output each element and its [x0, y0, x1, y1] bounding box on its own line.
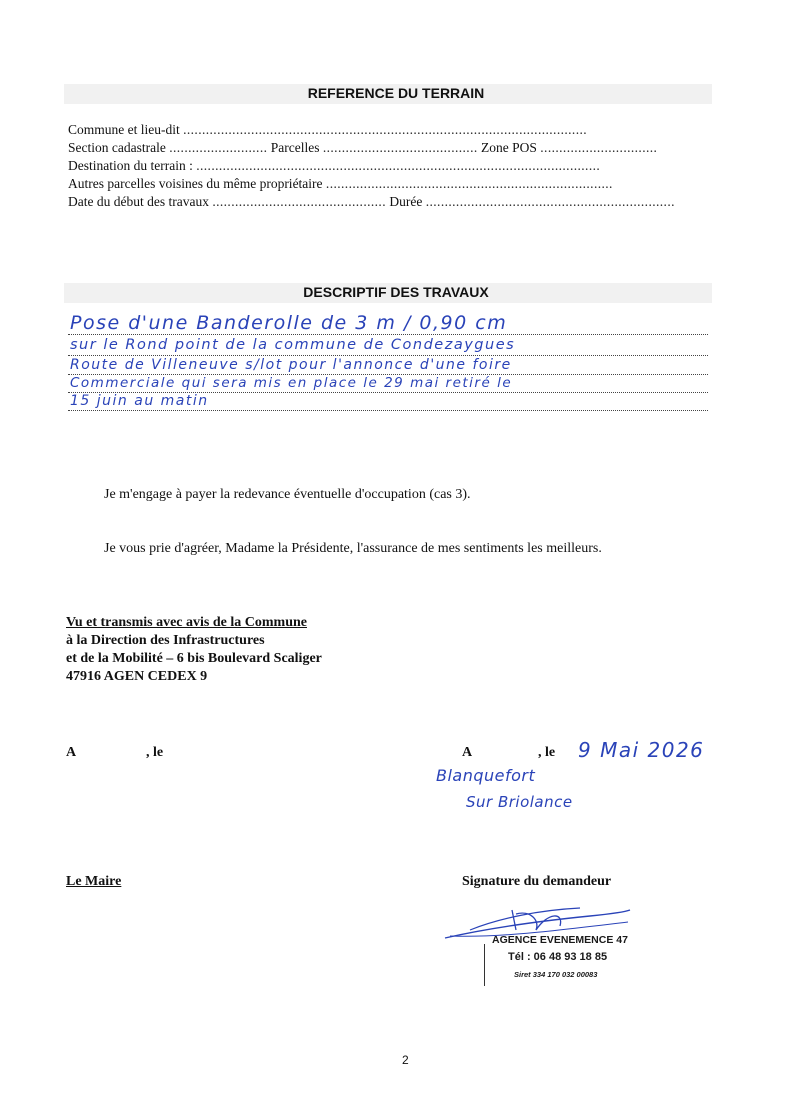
dotted-line	[68, 334, 708, 335]
field-label: Section cadastrale	[68, 140, 166, 155]
field-label: Destination du terrain :	[68, 158, 193, 173]
field-label: Durée	[389, 194, 423, 209]
fill-dots: ............................................................................	[325, 176, 613, 191]
field-autres-parcelles	[68, 175, 710, 193]
handwritten-place: Blanquefort	[436, 766, 536, 785]
fill-dots: ..................................................................	[425, 194, 675, 209]
fill-dots: .........................................	[322, 140, 478, 155]
fill-dots: ..............................................	[212, 194, 386, 209]
dotted-line	[68, 355, 708, 356]
transmission-heading: Vu et transmis avec avis de la Commune	[66, 615, 307, 630]
field-label: Autres parcelles voisines du même propriétaire	[68, 176, 323, 191]
maire-label: Le Maire	[66, 874, 122, 889]
handwritten-place: Sur Briolance	[466, 793, 573, 811]
engagement-text: Je m'engage à payer la redevance éventuelle d'occupation (cas 3).	[104, 487, 471, 502]
page-number: 2	[402, 1053, 409, 1067]
right-place-le: , le	[538, 745, 556, 760]
transmission-line: à la Direction des Infrastructures	[66, 633, 265, 648]
salutation-text: Je vous prie d'agréer, Madame la Présidente, l'assurance de mes sentiments les meilleurs.	[104, 541, 602, 556]
field-date-duree	[68, 193, 710, 211]
field-label: Commune et lieu-dit	[68, 122, 180, 137]
field-commune	[68, 121, 710, 139]
signature-label: Signature du demandeur	[462, 874, 612, 889]
stamp-siret: Siret 334 170 032 00083	[514, 970, 598, 979]
handwritten-date: 9 Mai 2026	[578, 738, 705, 762]
handwritten-description-line: sur le Rond point de la commune de Condezaygues	[70, 337, 516, 353]
handwritten-description-line: 15 juin au matin	[70, 393, 209, 409]
section-heading-terrain: REFERENCE DU TERRAIN	[307, 85, 485, 101]
field-section-parcelles-zone	[68, 139, 710, 157]
stamp-rule	[484, 944, 485, 986]
left-place-le: , le	[146, 745, 164, 760]
stamp-phone: Tél : 06 48 93 18 85	[508, 951, 608, 963]
fill-dots: ...........................................................................................................	[196, 158, 601, 173]
fill-dots: ...............................	[540, 140, 658, 155]
field-label: Parcelles	[270, 140, 320, 155]
transmission-line: et de la Mobilité – 6 bis Boulevard Scaliger	[66, 651, 322, 666]
field-label: Date du début des travaux	[68, 194, 209, 209]
section-heading-travaux: DESCRIPTIF DES TRAVAUX	[303, 284, 489, 300]
field-label: Zone POS	[481, 140, 537, 155]
dotted-line	[68, 410, 708, 411]
stamp-company-name: AGENCE EVENEMENCE 47	[492, 934, 628, 946]
handwritten-description-line: Pose d'une Banderolle de 3 m / 0,90 cm	[70, 312, 508, 334]
field-destination	[68, 157, 710, 175]
fill-dots: ..........................	[169, 140, 268, 155]
right-place-a: A	[462, 745, 473, 760]
handwritten-description-line: Commerciale qui sera mis en place le 29 mai retiré le	[70, 375, 513, 391]
handwritten-description-line: Route de Villeneuve s/lot pour l'annonce d'une foire	[70, 357, 512, 373]
fill-dots: ...........................................................................................................	[183, 122, 588, 137]
left-place-a: A	[66, 745, 77, 760]
transmission-line: 47916 AGEN CEDEX 9	[66, 669, 208, 684]
